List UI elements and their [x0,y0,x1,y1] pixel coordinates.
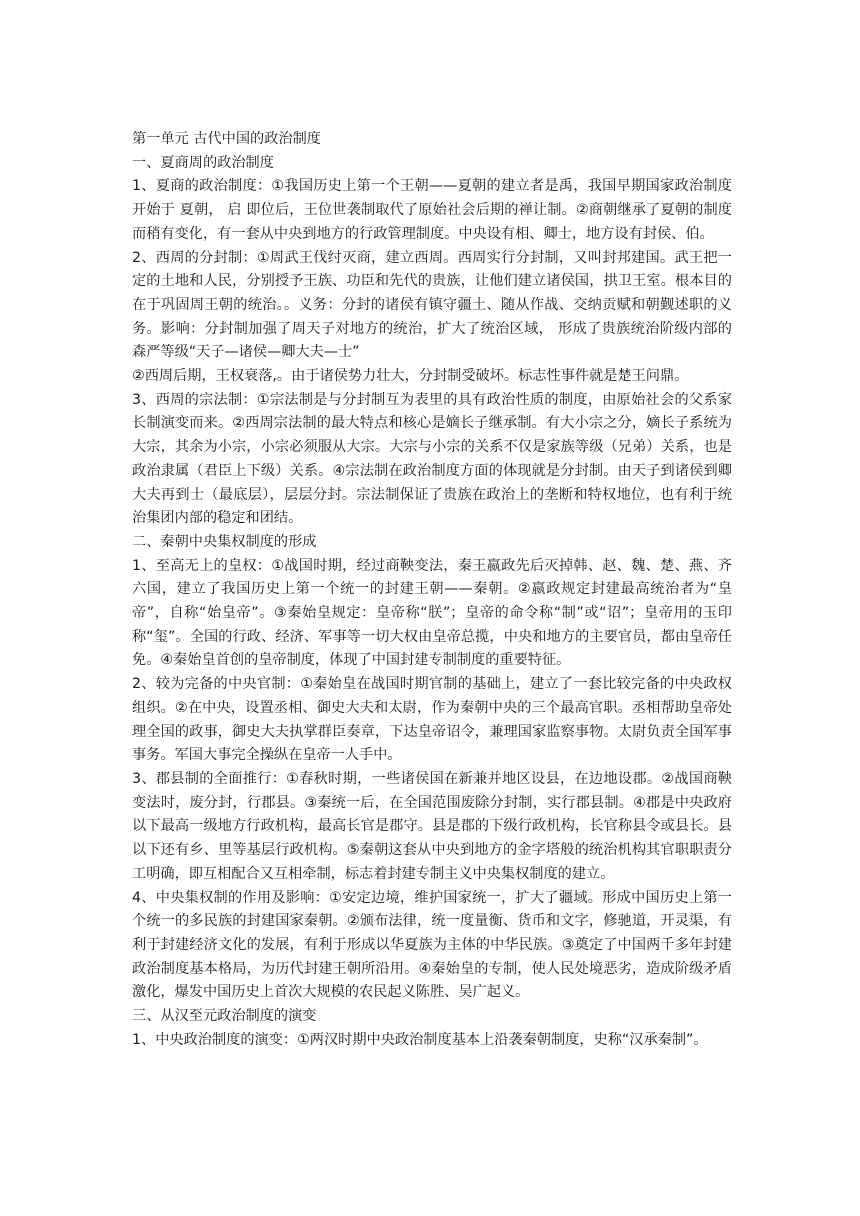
paragraph-2-2: 2、较为完备的中央官制：①秦始皇在战国时期官制的基础上，建立了一套比较完备的中央政权组织。②在中央，设置丞相、御史大夫和太尉，作为秦朝中央的三个最高官职。丞相帮助皇帝处理全国的政事，御史大夫执掌群臣奏章，下达皇帝诏令，兼理国家监察事物。太尉负责全国军事事务。军国大事完全操纵在皇帝一人手中。 [132,676,732,764]
document-page [132,128,732,1052]
paragraph-1-2: 2、西周的分封制：①周武王伐纣灭商，建立西周。西周实行分封制，又叫封邦建国。武王把一定的土地和人民，分别授予王族、功臣和先代的贵族，让他们建立诸侯国，拱卫王室。根本目的在于巩固周王朝的统治。。义务：分封的诸侯有镇守疆土、随从作战、交纳贡赋和朝觐述职的义务。影响：分封制加强了周天子对地方的统治，扩大了统治区域， 形成了贵族统治阶级内部的森严等级“天子—诸侯—卿大夫—士” [132,249,732,361]
document-title: 第一单元 古代中国的政治制度 [132,131,321,147]
paragraph-2-1: 1、至高无上的皇权：①战国时期，经过商鞅变法，秦王嬴政先后灭掉韩、赵、魏、楚、燕、齐六国，建立了我国历史上第一个统一的封建王朝——秦朝。②嬴政规定封建最高统治者为“皇帝”，自称“始皇帝”。③秦始皇规定：皇帝称“朕”；皇帝的命令称“制”或“诏”；皇帝用的玉印称“玺”。全国的行政、经济、军事等一切大权由皇帝总揽，中央和地方的主要官员，都由皇帝任免。④秦始皇首创的皇帝制度，体现了中国封建专制制度的重要特征。 [132,557,732,669]
paragraph-3-1: 1、中央政治制度的演变：①两汉时期中央政治制度基本上沿袭秦朝制度，史称“汉承秦制”。 [132,1031,708,1048]
section-heading-2: 二、秦朝中央集权制度的形成 [132,533,317,550]
paragraph-2-4: 4、中央集权制的作用及影响：①安定边境，维护国家统一，扩大了疆域。形成中国历史上第一个统一的多民族的封建国家秦朝。②颁布法律，统一度量衡、货币和文字，修驰道，开灵渠，有利于封建经济文化的发展，有利于形成以华夏族为主体的中华民族。③奠定了中国两千多年封建政治制度基本格局，为历代封建王朝所沿用。④秦始皇的专制，使人民处境恶劣，造成阶级矛盾激化，爆发中国历史上首次大规模的农民起义陈胜、吴广起义。 [132,889,732,1001]
section-heading-1: 一、夏商周的政治制度 [132,154,274,171]
paragraph-1-3: 3、西周的宗法制：①宗法制是与分封制互为表里的具有政治性质的制度，由原始社会的父系家长制演变而来。②西周宗法制的最大特点和核心是嫡长子继承制。有大小宗之分，嫡长子系统为大宗，其余为小宗，小宗必须服从大宗。大宗与小宗的关系不仅是家族等级（兄弟）关系，也是政治隶属（君臣上下级）关系。④宗法制在政治制度方面的体现就是分封制。由天子到诸侯到卿大夫再到士（最底层），层层分封。宗法制保证了贵族在政治上的垄断和特权地位，也有利于统治集团内部的稳定和团结。 [132,391,732,527]
paragraph-2-3: 3、郡县制的全面推行：①春秋时期，一些诸侯国在新兼并地区设县，在边地设郡。②战国商鞅变法时，废分封，行郡县。③秦统一后，在全国范围废除分封制，实行郡县制。④郡是中央政府以下最高一级地方行政机构，最高长官是郡守。县是郡的下级行政机构，长官称县令或县长。县以下还有乡、里等基层行政机构。⑤秦朝这套从中央到地方的金字塔般的统治机构其官职职责分工明确，即互相配合又互相牵制，标志着封建专制主义中央集权制度的建立。 [132,770,732,882]
paragraph-1-1: 1、夏商的政治制度：①我国历史上第一个王朝——夏朝的建立者是禹，我国早期国家政治制度开始于 夏朝， 启 即位后，王位世袭制取代了原始社会后期的禅让制。②商朝继承了夏朝的制度而稍有变化，有一套从中央到地方的行政管理制度。中央设有相、卿士，地方设有封侯、伯。 [132,178,732,242]
section-heading-3: 三、从汉至元政治制度的演变 [132,1008,317,1025]
paragraph-1-2b: ②西周后期，王权衰落,。由于诸侯势力壮大，分封制受破坏。标志性事件就是楚王问鼎。 [132,368,689,385]
